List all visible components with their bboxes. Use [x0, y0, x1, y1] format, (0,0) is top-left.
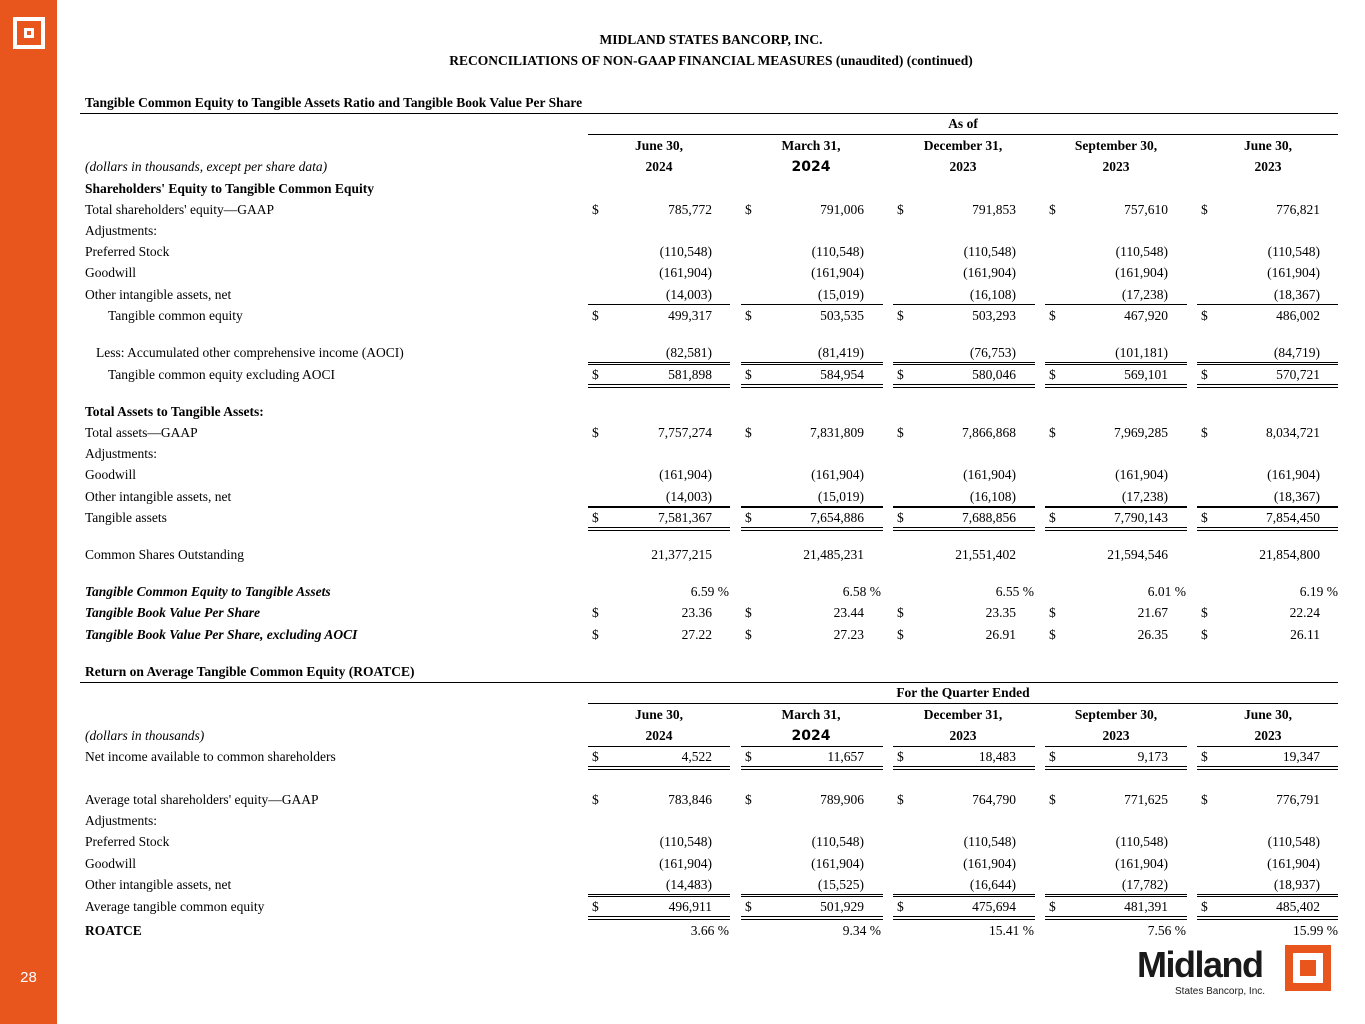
dollar-sign: $: [897, 627, 904, 642]
column-year-header: 2023: [1254, 728, 1282, 743]
row-label: Adjustments:: [85, 446, 158, 461]
dollar-sign: $: [592, 202, 599, 217]
row-label: Tangible Common Equity to Tangible Assets: [85, 584, 331, 599]
total-double-rule: [1197, 384, 1338, 388]
cell-value: 7,581,367: [658, 510, 712, 525]
dollar-sign: $: [745, 749, 752, 764]
dollar-sign: $: [592, 605, 599, 620]
dollar-sign: $: [745, 627, 752, 642]
column-year-header: 2023: [1102, 728, 1130, 743]
cell-value: (15,019): [817, 489, 864, 504]
subtotal-rule: [588, 894, 730, 895]
cell-value: (15,525): [817, 877, 864, 892]
cell-value: 3.66 %: [690, 923, 729, 938]
row-label: Adjustments:: [85, 813, 158, 828]
cell-value: 7,757,274: [658, 425, 712, 440]
cell-value: (16,108): [969, 287, 1016, 302]
cell-value: 23.44: [833, 605, 864, 620]
cell-value: (17,782): [1121, 877, 1168, 892]
row-label: Preferred Stock: [85, 244, 170, 259]
dollar-sign: $: [592, 899, 599, 914]
dollar-sign: $: [1201, 425, 1208, 440]
column-date-header: March 31,: [781, 707, 841, 722]
dollar-sign: $: [592, 425, 599, 440]
subtotal-rule: [1197, 894, 1338, 895]
total-double-rule: [588, 766, 730, 770]
dollar-sign: $: [1201, 308, 1208, 323]
subtotal-rule: [1197, 896, 1338, 897]
cell-value: 6.55 %: [995, 584, 1034, 599]
subtotal-rule: [1045, 304, 1187, 305]
subtotal-rule: [1197, 362, 1338, 363]
column-date-header: December 31,: [923, 707, 1003, 722]
subtotal-rule: [1197, 507, 1338, 508]
total-double-rule: [1197, 527, 1338, 531]
cell-value: 776,791: [1276, 792, 1320, 807]
row-label: Average total shareholders' equity—GAAP: [85, 792, 319, 807]
dollar-sign: $: [1049, 899, 1056, 914]
cell-value: 6.59 %: [690, 584, 729, 599]
cell-value: (14,003): [665, 489, 712, 504]
dollar-sign: $: [1201, 510, 1208, 525]
row-label: Goodwill: [85, 467, 137, 482]
cell-value: 7,688,856: [962, 510, 1016, 525]
dollar-sign: $: [592, 510, 599, 525]
cell-value: (84,719): [1273, 345, 1320, 360]
cell-value: (161,904): [1115, 856, 1168, 871]
total-double-rule: [1045, 384, 1187, 388]
column-date-header: June 30,: [1243, 138, 1292, 153]
cell-value: 7.56 %: [1147, 923, 1186, 938]
dollar-sign: $: [592, 308, 599, 323]
cell-value: 789,906: [820, 792, 864, 807]
cell-value: (161,904): [1115, 265, 1168, 280]
cell-value: (15,019): [817, 287, 864, 302]
cell-value: 7,866,868: [962, 425, 1016, 440]
row-label: Total Assets to Tangible Assets:: [85, 404, 264, 419]
subtotal-rule: [1045, 746, 1187, 747]
total-double-rule: [588, 916, 730, 920]
cell-value: (14,483): [665, 877, 712, 892]
subtotal-rule: [741, 364, 883, 365]
cell-value: 15.99 %: [1293, 923, 1338, 938]
subtotal-rule: [1197, 304, 1338, 305]
cell-value: 791,853: [972, 202, 1016, 217]
dollar-sign: $: [1201, 792, 1208, 807]
cell-value: (82,581): [665, 345, 712, 360]
cell-value: 26.91: [985, 627, 1016, 642]
cell-value: 4,522: [681, 749, 712, 764]
dollar-sign: $: [1049, 308, 1056, 323]
cell-value: 26.11: [1290, 627, 1320, 642]
dollar-sign: $: [897, 367, 904, 382]
row-label: Goodwill: [85, 856, 137, 871]
cell-value: (17,238): [1121, 489, 1168, 504]
subtotal-rule: [1045, 894, 1187, 895]
dollar-sign: $: [592, 627, 599, 642]
column-date-header: September 30,: [1074, 707, 1158, 722]
cell-value: (110,548): [1267, 244, 1320, 259]
cell-value: 776,821: [1276, 202, 1320, 217]
section-heading: Return on Average Tangible Common Equity (ROATCE): [85, 664, 415, 679]
cell-value: 7,854,450: [1266, 510, 1320, 525]
row-label: Adjustments:: [85, 223, 158, 238]
row-label: Total shareholders' equity—GAAP: [85, 202, 274, 217]
dollar-sign: $: [1201, 367, 1208, 382]
subtotal-rule: [588, 507, 730, 508]
column-year-header: 2024: [645, 728, 673, 743]
dollar-sign: $: [745, 425, 752, 440]
subtotal-rule: [741, 304, 883, 305]
dollar-sign: $: [1201, 627, 1208, 642]
subtotal-rule: [741, 894, 883, 895]
total-double-rule: [741, 916, 883, 920]
cell-value: 15.41 %: [989, 923, 1034, 938]
row-label: Other intangible assets, net: [85, 489, 232, 504]
dollar-sign: $: [745, 367, 752, 382]
dollar-sign: $: [897, 202, 904, 217]
total-double-rule: [741, 384, 883, 388]
row-label: Less: Accumulated other comprehensive income (AOCI): [96, 345, 404, 360]
cell-value: 783,846: [668, 792, 712, 807]
cell-value: (161,904): [811, 856, 864, 871]
total-double-rule: [893, 916, 1035, 920]
subtotal-rule: [741, 896, 883, 897]
total-double-rule: [741, 527, 883, 531]
total-double-rule: [741, 766, 883, 770]
subtotal-rule: [893, 304, 1035, 305]
dollar-sign: $: [1201, 605, 1208, 620]
subtotal-rule: [741, 362, 883, 363]
cell-value: (161,904): [811, 467, 864, 482]
subtotal-rule: [1197, 364, 1338, 365]
cell-value: 486,002: [1276, 308, 1320, 323]
cell-value: 7,654,886: [810, 510, 864, 525]
dollar-sign: $: [592, 792, 599, 807]
column-date-header: June 30,: [1243, 707, 1292, 722]
cell-value: 26.35: [1137, 627, 1168, 642]
dollar-sign: $: [745, 792, 752, 807]
row-label: Tangible common equity: [108, 308, 243, 323]
cell-value: (161,904): [1115, 467, 1168, 482]
cell-value: 27.23: [833, 627, 864, 642]
column-year-header: 2024: [791, 159, 831, 175]
subtotal-rule: [1045, 362, 1187, 363]
sidebar-bar: [0, 0, 57, 1024]
cell-value: (18,367): [1273, 489, 1320, 504]
cell-value: 18,483: [978, 749, 1016, 764]
brand-logo: [1137, 945, 1337, 1005]
row-label: Tangible common equity excluding AOCI: [108, 367, 336, 382]
cell-value: (161,904): [811, 265, 864, 280]
units-label: (dollars in thousands, except per share data): [85, 159, 328, 174]
cell-value: 23.36: [681, 605, 712, 620]
row-label: Average tangible common equity: [85, 899, 265, 914]
cell-value: 6.58 %: [842, 584, 881, 599]
dollar-sign: $: [1049, 367, 1056, 382]
column-year-header: 2023: [949, 159, 977, 174]
cell-value: 19,347: [1282, 749, 1320, 764]
column-year-header: 2023: [949, 728, 977, 743]
total-double-rule: [588, 384, 730, 388]
cell-value: 6.19 %: [1299, 584, 1338, 599]
row-label: Preferred Stock: [85, 834, 170, 849]
cell-value: 581,898: [668, 367, 712, 382]
total-double-rule: [893, 766, 1035, 770]
dollar-sign: $: [1049, 510, 1056, 525]
cell-value: (161,904): [659, 265, 712, 280]
page-number: 28: [20, 969, 37, 986]
dollar-sign: $: [745, 308, 752, 323]
row-label: Tangible Book Value Per Share: [85, 605, 261, 620]
cell-value: (161,904): [963, 856, 1016, 871]
section-heading-rule: [80, 113, 1338, 114]
column-year-header: 2023: [1102, 159, 1130, 174]
cell-value: 8,034,721: [1266, 425, 1320, 440]
total-double-rule: [893, 527, 1035, 531]
dollar-sign: $: [1049, 749, 1056, 764]
cell-value: 9.34 %: [842, 923, 881, 938]
cell-value: (110,548): [811, 834, 864, 849]
dollar-sign: $: [1049, 627, 1056, 642]
dollar-sign: $: [592, 367, 599, 382]
dollar-sign: $: [745, 899, 752, 914]
cell-value: 23.35: [985, 605, 1016, 620]
subtotal-rule: [588, 362, 730, 363]
cell-value: (81,419): [817, 345, 864, 360]
cell-value: 496,911: [668, 899, 712, 914]
cell-value: (161,904): [1267, 265, 1320, 280]
dollar-sign: $: [1201, 899, 1208, 914]
total-double-rule: [1197, 916, 1338, 920]
dollar-sign: $: [1201, 749, 1208, 764]
dollar-sign: $: [592, 749, 599, 764]
dollar-sign: $: [897, 308, 904, 323]
cell-value: 570,721: [1276, 367, 1320, 382]
cell-value: 764,790: [972, 792, 1016, 807]
column-group-rule: [588, 703, 1338, 704]
cell-value: (76,753): [969, 345, 1016, 360]
subtotal-rule: [1197, 746, 1338, 747]
cell-value: 22.24: [1289, 605, 1320, 620]
subtotal-rule: [588, 896, 730, 897]
dollar-sign: $: [1049, 792, 1056, 807]
section-heading-rule: [80, 682, 1338, 683]
dollar-sign: $: [897, 425, 904, 440]
total-double-rule: [1045, 527, 1187, 531]
total-double-rule: [1197, 766, 1338, 770]
column-group-header: For the Quarter Ended: [896, 685, 1030, 700]
cell-value: 791,006: [820, 202, 864, 217]
cell-value: 21,377,215: [651, 547, 712, 562]
cell-value: 503,293: [972, 308, 1016, 323]
column-date-header: March 31,: [781, 138, 841, 153]
cell-value: 785,772: [668, 202, 712, 217]
dollar-sign: $: [897, 899, 904, 914]
column-date-header: June 30,: [634, 138, 683, 153]
cell-value: (161,904): [1267, 467, 1320, 482]
dollar-sign: $: [1049, 202, 1056, 217]
cell-value: 481,391: [1124, 899, 1168, 914]
dollar-sign: $: [897, 792, 904, 807]
cell-value: 757,610: [1124, 202, 1168, 217]
cell-value: 499,317: [668, 308, 712, 323]
report-subtitle: RECONCILIATIONS OF NON-GAAP FINANCIAL MEASURES (unaudited) (continued): [449, 53, 973, 68]
cell-value: (101,181): [1115, 345, 1168, 360]
dollar-sign: $: [745, 510, 752, 525]
subtotal-rule: [893, 746, 1035, 747]
row-label: Tangible Book Value Per Share, excluding AOCI: [85, 627, 358, 642]
column-year-header: 2023: [1254, 159, 1282, 174]
cell-value: 21,485,231: [803, 547, 864, 562]
cell-value: 27.22: [681, 627, 712, 642]
brand-square-icon: [1285, 945, 1331, 991]
subtotal-rule: [893, 362, 1035, 363]
column-year-header: 2024: [645, 159, 673, 174]
cell-value: (110,548): [963, 244, 1016, 259]
total-double-rule: [588, 527, 730, 531]
cell-value: 21.67: [1137, 605, 1168, 620]
cell-value: (110,548): [1115, 834, 1168, 849]
cell-value: (110,548): [811, 244, 864, 259]
column-group-header: As of: [948, 116, 978, 131]
subtotal-rule: [1045, 364, 1187, 365]
row-label: ROATCE: [85, 923, 142, 938]
subtotal-rule: [1045, 896, 1187, 897]
cell-value: (161,904): [1267, 856, 1320, 871]
subtotal-rule: [588, 746, 730, 747]
cell-value: (110,548): [659, 834, 712, 849]
column-date-header: December 31,: [923, 138, 1003, 153]
dollar-sign: $: [1049, 605, 1056, 620]
dollar-sign: $: [745, 605, 752, 620]
cell-value: (161,904): [659, 467, 712, 482]
cell-value: 7,969,285: [1114, 425, 1168, 440]
cell-value: 21,854,800: [1259, 547, 1320, 562]
cell-value: 21,594,546: [1107, 547, 1168, 562]
cell-value: 501,929: [820, 899, 864, 914]
subtotal-rule: [893, 896, 1035, 897]
report-company-title: MIDLAND STATES BANCORP, INC.: [599, 32, 823, 47]
subtotal-rule: [1045, 507, 1187, 508]
dollar-sign: $: [1049, 425, 1056, 440]
dollar-sign: $: [1201, 202, 1208, 217]
cell-value: 503,535: [820, 308, 864, 323]
subtotal-rule: [588, 304, 730, 305]
cell-value: 485,402: [1276, 899, 1320, 914]
subtotal-rule: [893, 507, 1035, 508]
brand-wordmark: Midland: [1137, 944, 1263, 985]
total-double-rule: [1045, 916, 1187, 920]
row-label: Shareholders' Equity to Tangible Common Equity: [85, 181, 374, 196]
dollar-sign: $: [745, 202, 752, 217]
cell-value: (161,904): [963, 265, 1016, 280]
row-label: Net income available to common shareholders: [85, 749, 336, 764]
cell-value: (110,548): [963, 834, 1016, 849]
cell-value: 9,173: [1137, 749, 1168, 764]
square-logo-icon: [13, 17, 45, 49]
section-heading: Tangible Common Equity to Tangible Assets Ratio and Tangible Book Value Per Share: [85, 95, 583, 110]
total-double-rule: [893, 384, 1035, 388]
cell-value: 475,694: [972, 899, 1016, 914]
total-double-rule: [1045, 766, 1187, 770]
column-year-header: 2024: [791, 728, 831, 744]
cell-value: 584,954: [820, 367, 864, 382]
dollar-sign: $: [897, 605, 904, 620]
cell-value: (110,548): [1115, 244, 1168, 259]
cell-value: (16,644): [969, 877, 1016, 892]
brand-tagline: States Bancorp, Inc.: [1175, 986, 1266, 997]
cell-value: (161,904): [659, 856, 712, 871]
cell-value: 580,046: [972, 367, 1016, 382]
cell-value: 7,790,143: [1114, 510, 1168, 525]
cell-value: 21,551,402: [955, 547, 1016, 562]
cell-value: 771,625: [1124, 792, 1168, 807]
column-group-rule: [588, 134, 1338, 135]
cell-value: (16,108): [969, 489, 1016, 504]
row-label: Goodwill: [85, 265, 137, 280]
units-label: (dollars in thousands): [85, 728, 205, 743]
cell-value: 11,657: [827, 749, 864, 764]
subtotal-rule: [588, 364, 730, 365]
subtotal-rule: [893, 894, 1035, 895]
cell-value: 7,831,809: [810, 425, 864, 440]
cell-value: (14,003): [665, 287, 712, 302]
column-date-header: June 30,: [634, 707, 683, 722]
row-label: Common Shares Outstanding: [85, 547, 244, 562]
cell-value: (17,238): [1121, 287, 1168, 302]
row-label: Total assets—GAAP: [85, 425, 198, 440]
cell-value: (161,904): [963, 467, 1016, 482]
column-date-header: September 30,: [1074, 138, 1158, 153]
cell-value: (18,367): [1273, 287, 1320, 302]
cell-value: (18,937): [1273, 877, 1320, 892]
cell-value: (110,548): [1267, 834, 1320, 849]
subtotal-rule: [741, 746, 883, 747]
row-label: Other intangible assets, net: [85, 287, 232, 302]
subtotal-rule: [893, 364, 1035, 365]
cell-value: (110,548): [659, 244, 712, 259]
cell-value: 6.01 %: [1147, 584, 1186, 599]
cell-value: 467,920: [1124, 308, 1168, 323]
row-label: Other intangible assets, net: [85, 877, 232, 892]
dollar-sign: $: [897, 510, 904, 525]
subtotal-rule: [741, 507, 883, 508]
row-label: Tangible assets: [85, 510, 167, 525]
cell-value: 569,101: [1124, 367, 1168, 382]
dollar-sign: $: [897, 749, 904, 764]
